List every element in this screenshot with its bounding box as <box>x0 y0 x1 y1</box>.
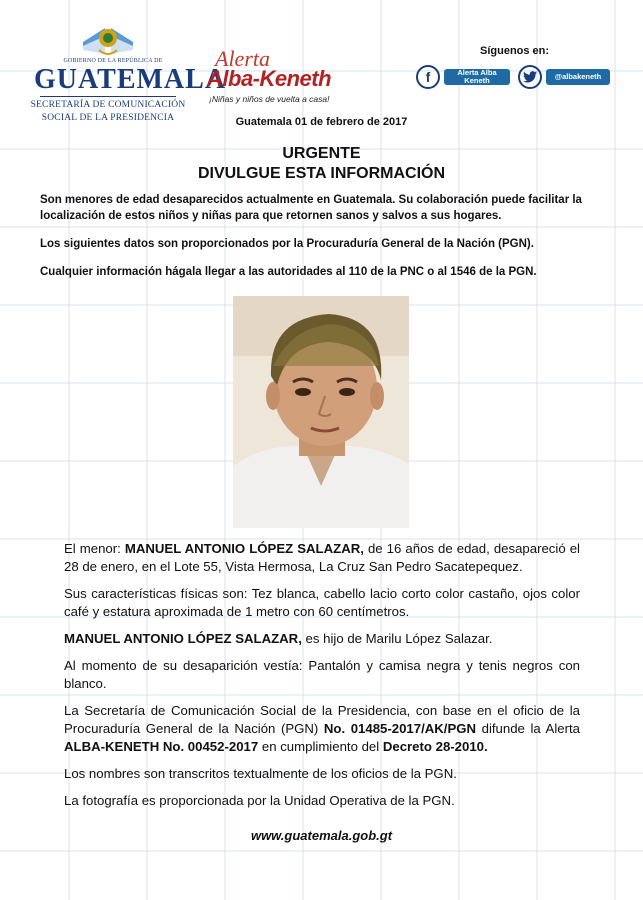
alert-number: ALBA-KENETH No. 00452-2017 <box>64 739 259 754</box>
headline-urgent: URGENTE <box>282 145 361 162</box>
text-segment: en cumplimiento del <box>258 739 383 754</box>
missing-person-photo <box>233 296 409 528</box>
gov-secretariat-line1: SECRETARÍA DE COMUNICACIÓN <box>30 100 186 110</box>
intro-paragraph: Cualquier información hágala llegar a las autoridades al 110 de la PNC o al 1546 de la PGN. <box>40 266 537 278</box>
intro-paragraph: Los siguientes datos son proporcionados por la Procuraduría General de la Nación (PGN). <box>40 238 534 250</box>
physical-characteristics: Sus características físicas son: Tez blanca, cabello lacio corto color castaño, ojos color café y estatura aproximada de 1 metro con 60 centímetros. <box>64 586 580 619</box>
alerta-name: Alba-Keneth <box>207 66 332 91</box>
twitter-link[interactable]: @albakeneth <box>546 69 610 85</box>
headline <box>0 144 643 184</box>
intro-paragraph: Son menores de edad desaparecidos actualmente en Guatemala. Su colaboración puede facilitar la localización de estos niños y niñas para que retornen sanos y salvos a sus hogares. <box>40 194 582 222</box>
names-note: Los nombres son transcritos textualmente de los oficios de la PGN. <box>64 766 457 781</box>
alerta-logo <box>205 46 345 111</box>
publication-date: Guatemala 01 de febrero de 2017 <box>235 116 408 128</box>
text-segment: difunde la Alerta <box>476 721 581 736</box>
follow-label: Síguenos en: <box>480 45 550 57</box>
text-segment: de 16 años de edad, desapareció el 28 de enero, en el Lote 55, Vista Hermosa, La Cruz San Pedro Sacatepequez. <box>64 541 580 574</box>
decree-number: Decreto 28-2010. <box>382 739 488 754</box>
logo-divider <box>40 96 176 97</box>
gov-small-text: GOBIERNO DE LA REPÚBLICA DE <box>63 58 163 64</box>
oficio-number: No. 01485-2017/AK/PGN <box>323 721 477 736</box>
text-segment: La Secretaría de Comunicación Social de la Presidencia, con base en el oficio de la Procuraduría General de la Nación (PGN) <box>64 703 580 736</box>
missing-person-name: MANUEL ANTONIO LÓPEZ SALAZAR, <box>64 631 302 646</box>
parent-info <box>64 630 580 648</box>
intro-section <box>40 192 610 292</box>
twitter-icon[interactable] <box>518 65 542 89</box>
social-links <box>412 45 622 95</box>
photo-note: La fotografía es proporcionada por la Unidad Operativa de la PGN. <box>64 793 455 808</box>
alerta-tagline: ¡Niñas y niños de vuelta a casa! <box>209 94 330 104</box>
gov-secretariat-line2: SOCIAL DE LA PRESIDENCIA <box>41 113 175 123</box>
clothing-description: Al momento de su desaparición vestía: Pantalón y camisa negra y tenis negros con blanco. <box>64 658 580 691</box>
details-section <box>64 540 580 819</box>
missing-person-description <box>64 540 580 576</box>
gov-name: GUATEMALA <box>34 64 227 95</box>
facebook-icon[interactable]: f <box>416 65 440 89</box>
legal-basis <box>64 702 580 756</box>
facebook-link[interactable]: Alerta Alba Keneth <box>444 69 510 85</box>
text-segment: El menor: <box>64 541 125 556</box>
header <box>0 0 643 140</box>
headline-divulge: DIVULGUE ESTA INFORMACIÓN <box>197 165 446 182</box>
text-segment: es hijo de Marilu López Salazar. <box>301 631 493 646</box>
alerta-word: Alerta <box>215 46 270 71</box>
missing-person-name: MANUEL ANTONIO LÓPEZ SALAZAR, <box>124 541 364 556</box>
website-link[interactable]: www.guatemala.gob.gt <box>250 828 393 843</box>
